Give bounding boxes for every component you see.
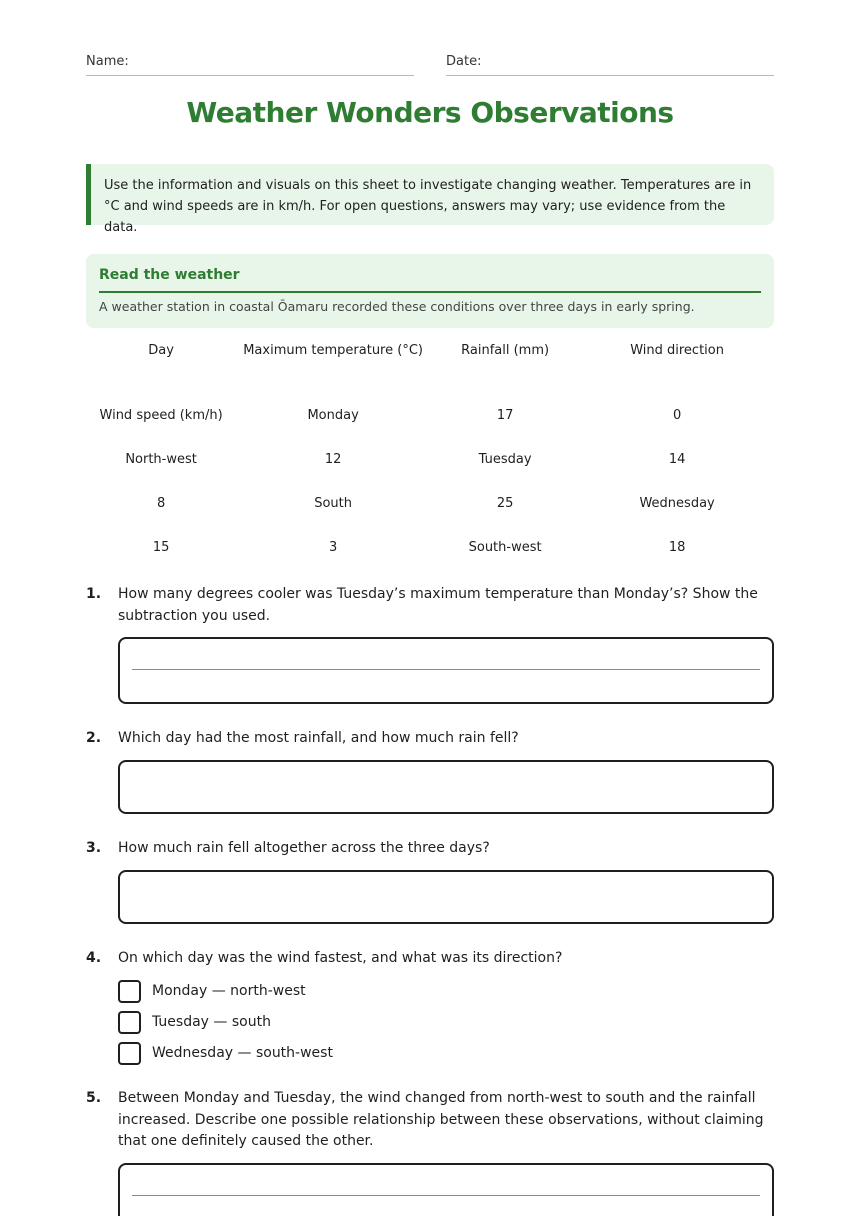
table-header-cell: Day bbox=[148, 343, 174, 358]
option-label: Wednesday — south-west bbox=[152, 1045, 333, 1061]
question-5 bbox=[86, 1088, 774, 1216]
table-cell: 12 bbox=[324, 452, 342, 467]
checkbox[interactable] bbox=[118, 980, 141, 1003]
option-label: Monday — north-west bbox=[152, 983, 306, 999]
name-label: Name: bbox=[86, 54, 129, 69]
table-cell: Wind speed (km/h) bbox=[99, 408, 223, 423]
answer-line bbox=[132, 669, 760, 670]
table-cell: Monday bbox=[307, 408, 359, 423]
table-cell: 8 bbox=[156, 496, 166, 511]
table-cell: 14 bbox=[668, 452, 686, 467]
question-number: 1. bbox=[86, 586, 102, 602]
table-header-cell: Wind direction bbox=[630, 343, 724, 358]
question-number: 5. bbox=[86, 1090, 102, 1106]
section-title: Read the weather bbox=[99, 264, 761, 293]
answer-box[interactable] bbox=[118, 760, 774, 814]
name-field[interactable] bbox=[86, 54, 414, 76]
question-2 bbox=[86, 728, 774, 814]
table-header-row bbox=[86, 336, 774, 396]
name-date-row bbox=[86, 54, 774, 76]
date-label: Date: bbox=[446, 54, 482, 69]
option-wednesday[interactable] bbox=[118, 1042, 518, 1066]
checkbox[interactable] bbox=[118, 1042, 141, 1065]
table-row bbox=[86, 406, 774, 426]
table-row bbox=[86, 450, 774, 470]
question-number: 2. bbox=[86, 730, 102, 746]
intro-callout: Use the information and visuals on this sheet to investigate changing weather. Temperatures are in °C and wind speeds are in km/h. For open questions, answers may vary; use evidence from the data. bbox=[86, 164, 774, 225]
table-cell: 17 bbox=[496, 408, 514, 423]
table-cell: 18 bbox=[668, 540, 686, 555]
answer-box[interactable] bbox=[118, 1163, 774, 1216]
table-row bbox=[86, 494, 774, 514]
option-monday[interactable] bbox=[118, 980, 518, 1004]
table-row bbox=[86, 538, 774, 558]
question-text: How many degrees cooler was Tuesday’s maximum temperature than Monday’s? Show the subtraction you used. bbox=[118, 586, 758, 624]
question-text: How much rain fell altogether across the three days? bbox=[118, 840, 490, 856]
question-number: 3. bbox=[86, 840, 102, 856]
table-cell: 25 bbox=[496, 496, 514, 511]
table-cell: South bbox=[314, 496, 352, 511]
checkbox[interactable] bbox=[118, 1011, 141, 1034]
question-4 bbox=[86, 948, 774, 1068]
table-cell: 3 bbox=[328, 540, 338, 555]
question-1 bbox=[86, 584, 774, 704]
option-label: Tuesday — south bbox=[152, 1014, 271, 1030]
table-cell: 15 bbox=[152, 540, 170, 555]
table-cell: South-west bbox=[468, 540, 542, 555]
page-title: Weather Wonders Observations bbox=[186, 96, 674, 129]
question-3 bbox=[86, 838, 774, 924]
read-weather-section bbox=[86, 254, 774, 328]
question-number: 4. bbox=[86, 950, 102, 966]
answer-line bbox=[132, 1195, 760, 1196]
question-text: Between Monday and Tuesday, the wind changed from north-west to south and the rainfall increased. Describe one possible relationship between these observations, without claiming that one definitely caused the other. bbox=[118, 1090, 764, 1149]
section-subtitle: A weather station in coastal Ōamaru recorded these conditions over three days in early spring. bbox=[99, 299, 695, 314]
table-header-cell: Rainfall (mm) bbox=[461, 343, 550, 358]
answer-box[interactable] bbox=[118, 637, 774, 704]
question-text: On which day was the wind fastest, and what was its direction? bbox=[118, 950, 563, 966]
table-header-cell: Maximum temperature (°C) bbox=[243, 343, 423, 358]
answer-box[interactable] bbox=[118, 870, 774, 924]
date-field[interactable] bbox=[446, 54, 774, 76]
table-cell: Tuesday bbox=[478, 452, 532, 467]
table-cell: 0 bbox=[672, 408, 682, 423]
option-tuesday[interactable] bbox=[118, 1011, 518, 1035]
table-cell: Wednesday bbox=[639, 496, 715, 511]
table-cell: North-west bbox=[125, 452, 197, 467]
question-text: Which day had the most rainfall, and how much rain fell? bbox=[118, 730, 519, 746]
